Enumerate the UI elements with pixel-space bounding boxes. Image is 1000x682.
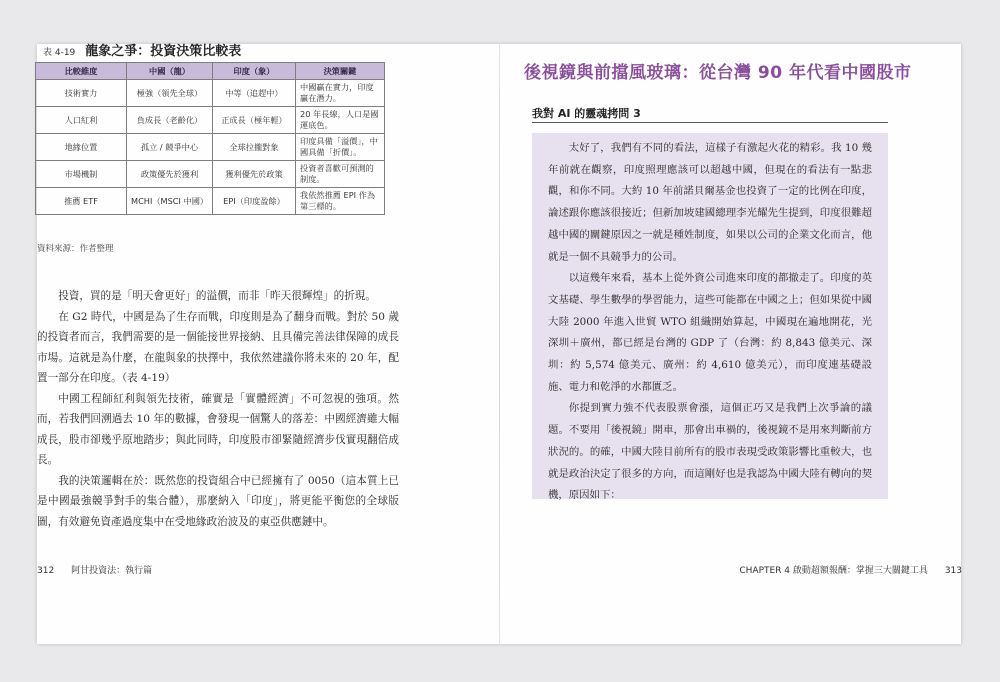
box-paragraph: 太好了，我們有不同的看法，這樣子有激起火花的精彩。我 10 幾年前就在觀察，印度照理應該可以超越中國，但現在的看法有一點悲觀，和你不同。大約 10 年前諾貝爾基金也投資了一定的比例在印度，論述跟你應該很接近；但新加坡建國總理李光耀先生提到，印度很難超越中國的關鍵原因之一就是種姓制度，如果以公司的企業文化而言，他就是一個不具競爭力的公司。 [548, 142, 872, 263]
table-cell: 人口紅利 [36, 107, 127, 134]
subheading-rule [532, 122, 888, 123]
table-header-cell: 印度（象） [213, 63, 296, 80]
table-cell: 投資者喜歡可預測的制度。 [296, 161, 385, 188]
footer-book-title: 阿甘投資法：執行篇 [71, 566, 153, 576]
table-cell: 20 年長線，人口是國運底色。 [296, 107, 385, 134]
footer-chapter-title: 啟動超額報酬：掌握三大關鍵工具 [792, 566, 928, 576]
table-cell: 中國贏在實力，印度贏在潛力。 [296, 80, 385, 107]
table-cell: 極強（領先全球） [127, 80, 213, 107]
table-cell: 中等（追趕中） [213, 80, 296, 107]
subheading: 我對 AI 的靈魂拷問 3 [532, 107, 641, 120]
table-header-cell: 比較維度 [36, 63, 127, 80]
table-row [36, 107, 385, 134]
box-paragraph: 以這幾年來看，基本上從外資公司進來印度的都撤走了。印度的英文基礎、學生數學的學習能力，這些可能都在中國之上；但如果從中國大陸 2000 年進入世貿 WTO 組織開始算起，中國現在遍地開花，光深圳＋廣州，都已經是台灣的 GDP 了（台灣：約 8,843 億美元、深圳：約 5,574 億美元、廣州：約 4,610 億美元），而印度連基礎設施、電力和乾淨的水都匱乏。 [548, 272, 872, 393]
table-cell: 政策優先於獲利 [127, 161, 213, 188]
table-row [36, 161, 385, 188]
table-cell: 印度具備「溢價」，中國具備「折價」。 [296, 134, 385, 161]
table-row [36, 80, 385, 107]
table-header-cell: 決策關鍵 [296, 63, 385, 80]
table-header-cell: 中國（龍） [127, 63, 213, 80]
left-body-text [37, 286, 399, 532]
table-cell: 地緣位置 [36, 134, 127, 161]
comparison-table [35, 62, 385, 215]
table-header-row [36, 63, 385, 80]
table-cell: EPI（印度盈餘） [213, 188, 296, 215]
table-cell: 全球拉攏對象 [213, 134, 296, 161]
table-cell: 負成長（老齡化） [127, 107, 213, 134]
table-cell: MCHI（MSCI 中國） [127, 188, 213, 215]
page-number: 312 [37, 566, 55, 576]
table-cell: 獲利優先於政策 [213, 161, 296, 188]
table-cell: 市場機制 [36, 161, 127, 188]
table-cell: 技術實力 [36, 80, 127, 107]
page-gutter [499, 44, 500, 644]
table-caption [43, 40, 241, 59]
body-paragraph: 中國工程師紅利與領先技術，確實是「實體經濟」不可忽視的強項。然而，若我們回溯過去 10 年的數據，會發現一個驚人的落差：中國經濟雖大幅成長，股市卻幾乎原地踏步；與此同時，印度股市卻緊隨經濟步伐實現翻倍成長。 [37, 392, 399, 466]
table-cell: 正成長（極年輕） [213, 107, 296, 134]
left-footer [37, 563, 152, 576]
footer-chapter: CHAPTER 4 [739, 566, 791, 576]
body-paragraph: 在 G2 時代，中國是為了生存而戰，印度則是為了翻身而戰。對於 50 歲的投資者而言，我們需要的是一個能接世界接納、且具備完善法律保障的成長市場。這就是為什麼，在龍與象的抉擇中，我依然建議你將未來的 20 年，配置一部分在印度。（表 4-19） [37, 310, 399, 384]
dialogue-box [532, 133, 888, 502]
table-row [36, 134, 385, 161]
table-label: 表 4-19 [43, 48, 76, 58]
table-cell: 推薦 ETF [36, 188, 127, 215]
table-title: 龍象之爭：投資決策比較表 [85, 44, 242, 59]
table-cell: 我依然推薦 EPI 作為第三標的。 [296, 188, 385, 215]
table-cell: 孤立 / 競爭中心 [127, 134, 213, 161]
right-footer [739, 563, 962, 576]
body-paragraph: 投資，買的是「明天會更好」的溢價，而非「昨天很輝煌」的折現。 [58, 290, 376, 302]
page-number: 313 [944, 566, 962, 576]
source-note: 資料來源：作者整理 [37, 244, 114, 254]
body-paragraph: 我的決策邏輯在於：既然您的投資組合中已經擁有了 0050（這本質上已是中國最強競爭對手的集合體），那麼納入「印度」，將更能平衡您的全球版圖，有效避免資產過度集中在受地緣政治波及的東亞供應鏈中。 [37, 474, 399, 528]
table-row [36, 188, 385, 215]
section-title: 後視鏡與前擋風玻璃：從台灣 90 年代看中國股市 [524, 63, 912, 83]
box-paragraph: 你提到實力強不代表股票會漲，這個正巧又是我們上次爭論的議題。不要用「後視鏡」開車，那會出車禍的，後視鏡不是用來判斷前方狀況的。的確，中國大陸目前所有的股市表現受政策影響比重較大，也就是政治決定了很多的方向，而這剛好也是我認為中國大陸有轉向的契機，原因如下： [548, 402, 872, 502]
